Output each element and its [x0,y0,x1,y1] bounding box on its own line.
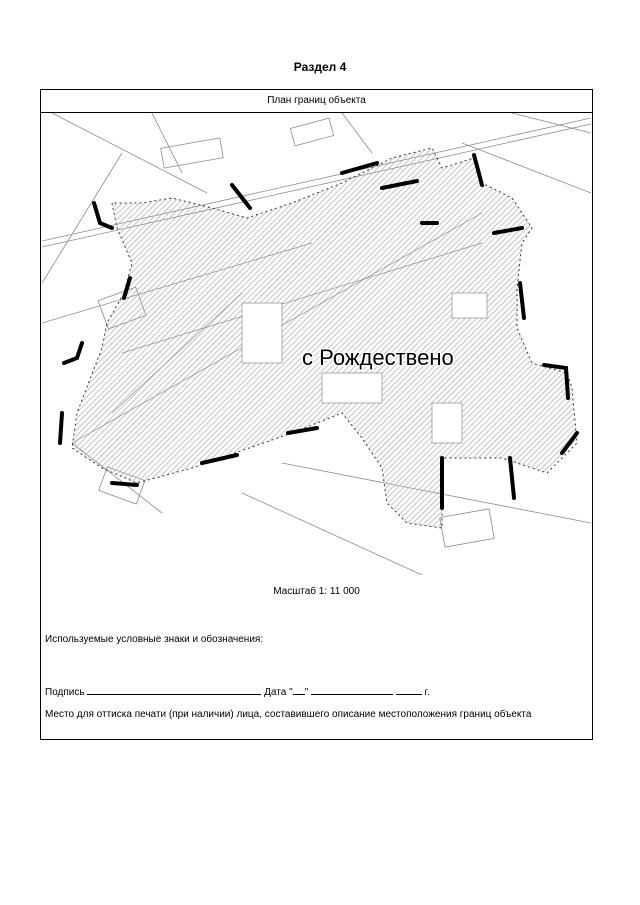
signature-line [45,685,430,698]
date-quote-open: " [289,687,293,698]
plan-header: План границ объекта [41,90,592,113]
date-year-field[interactable] [396,685,422,695]
signature-label: Подпись [45,687,85,698]
settlement-label: с Рождествено [302,345,454,370]
date-quote-close: " [304,687,309,698]
boundary-plan-frame [40,89,593,740]
date-month-field[interactable] [311,685,393,695]
map-scale: Масштаб 1: 11 000 [273,586,360,597]
stamp-place-label: Место для оттиска печати (при наличии) лица, составившего описание местоположения границ объекта [45,709,532,720]
legend-label: Используемые условные знаки и обозначения: [45,634,264,645]
date-day-field[interactable] [293,685,305,695]
signature-field[interactable] [87,685,261,695]
section-title: Раздел 4 [293,60,347,74]
boundary-map [42,113,591,575]
year-suffix: г. [424,687,430,698]
date-label: Дата [264,687,287,698]
